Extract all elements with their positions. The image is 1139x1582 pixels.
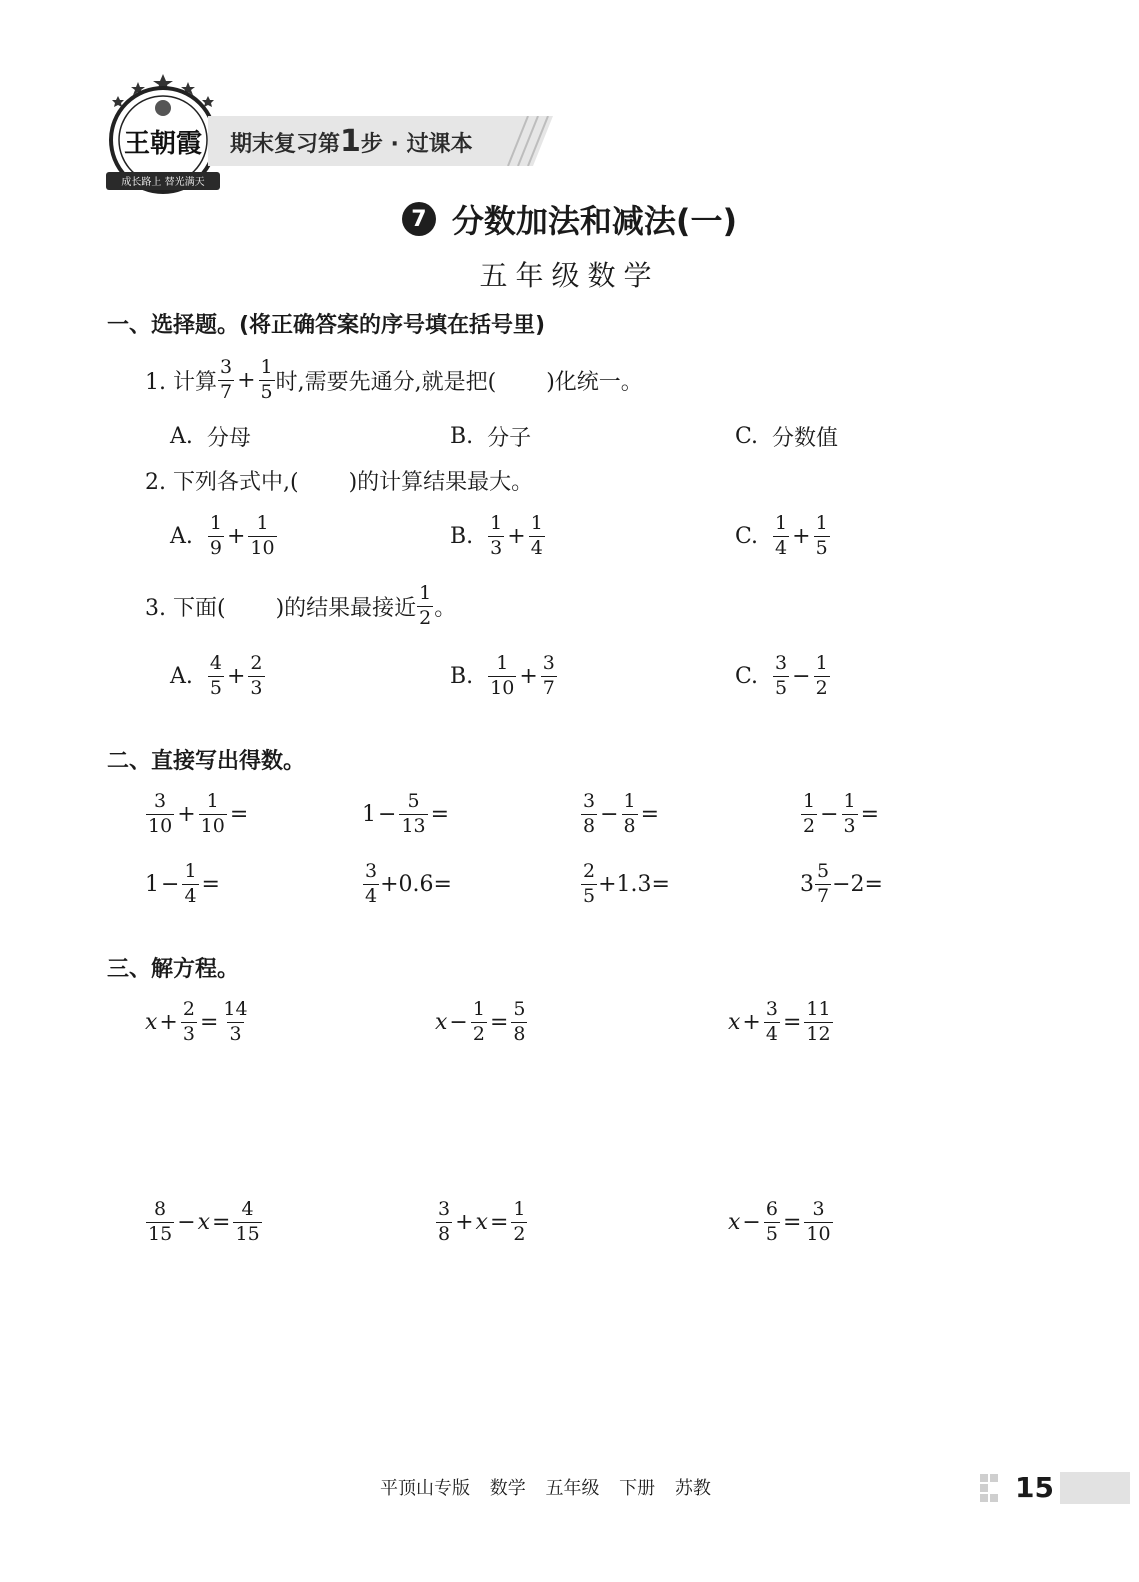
calc-2: 1 − $\frac{5}{13}$ =	[362, 789, 450, 837]
equation-2: x − $\frac{1}{2}$ = $\frac{5}{8}$	[435, 997, 526, 1045]
q2-option-a: A. $\frac{1}{9}$ + $\frac{1}{10}$	[170, 511, 275, 559]
lesson-number-badge: 7	[402, 202, 436, 236]
banner-text: 期末复习第1步 · 过课本	[230, 124, 473, 159]
q3-option-c: C. $\frac{3}{5}$ − $\frac{1}{2}$	[735, 651, 828, 699]
page-number-bar	[1060, 1472, 1130, 1504]
section-2-title: 二、直接写出得数。	[107, 749, 306, 774]
footer-edition: 平顶山专版 数学 五年级 下册 苏教	[380, 1478, 711, 1499]
svg-text:成长路上 替光满天: 成长路上 替光满天	[121, 177, 205, 188]
q2-option-b: B. $\frac{1}{3}$ + $\frac{1}{4}$	[450, 511, 543, 559]
equation-6: x − $\frac{6}{5}$ = $\frac{3}{10}$	[728, 1197, 831, 1245]
equation-5: $\frac{3}{8}$ + x = $\frac{1}{2}$	[438, 1197, 526, 1245]
calc-1: $\frac{3}{10}$ + $\frac{1}{10}$ =	[148, 789, 249, 837]
q2-stem: 2. 下列各式中,( )的计算结果最大。	[145, 469, 534, 495]
section-1-title: 一、选择题。(将正确答案的序号填在括号里)	[107, 313, 546, 338]
q3-option-a: A. $\frac{4}{5}$ + $\frac{2}{3}$	[170, 651, 263, 699]
q1-option-b: B. 分子	[450, 423, 532, 451]
q3-stem: 3. 下面( )的结果最接近 $\frac{1}{2}$ 。	[145, 581, 457, 629]
lesson-title-row	[0, 196, 1139, 246]
equation-1: x + $\frac{2}{3}$ = $\frac{14}{3}$	[145, 997, 248, 1045]
q2-option-c: C. $\frac{1}{4}$ + $\frac{1}{5}$	[735, 511, 828, 559]
calc-5: 1 − $\frac{1}{4}$ =	[145, 859, 220, 907]
svg-text:王朝霞: 王朝霞	[123, 129, 203, 159]
calc-8: 3 $\frac{5}{7}$ −2=	[800, 859, 883, 907]
calc-7: $\frac{2}{5}$ +1.3=	[583, 859, 670, 907]
calc-6: $\frac{3}{4}$ +0.6=	[365, 859, 452, 907]
q1-option-c: C. 分数值	[735, 423, 839, 451]
q1-option-a: A. 分母	[170, 423, 251, 451]
equation-3: x + $\frac{3}{4}$ = $\frac{11}{12}$	[728, 997, 831, 1045]
q3-option-b: B. $\frac{1}{10}$ + $\frac{3}{7}$	[450, 651, 555, 699]
calc-3: $\frac{3}{8}$ − $\frac{1}{8}$ =	[583, 789, 660, 837]
page-title: 分数加法和减法(一)	[451, 202, 738, 240]
section-3-title: 三、解方程。	[107, 957, 240, 982]
calc-4: $\frac{1}{2}$ − $\frac{1}{3}$ =	[803, 789, 880, 837]
page-subtitle: 五年级数学	[479, 259, 660, 292]
q1-stem: 1. 计算 $\frac{3}{7}$ + $\frac{1}{5}$ 时,需要先通分,就是把( )化统一。	[145, 355, 643, 403]
equation-4: $\frac{8}{15}$ − x = $\frac{4}{15}$	[148, 1197, 260, 1245]
page-number: 15	[1015, 1471, 1054, 1504]
